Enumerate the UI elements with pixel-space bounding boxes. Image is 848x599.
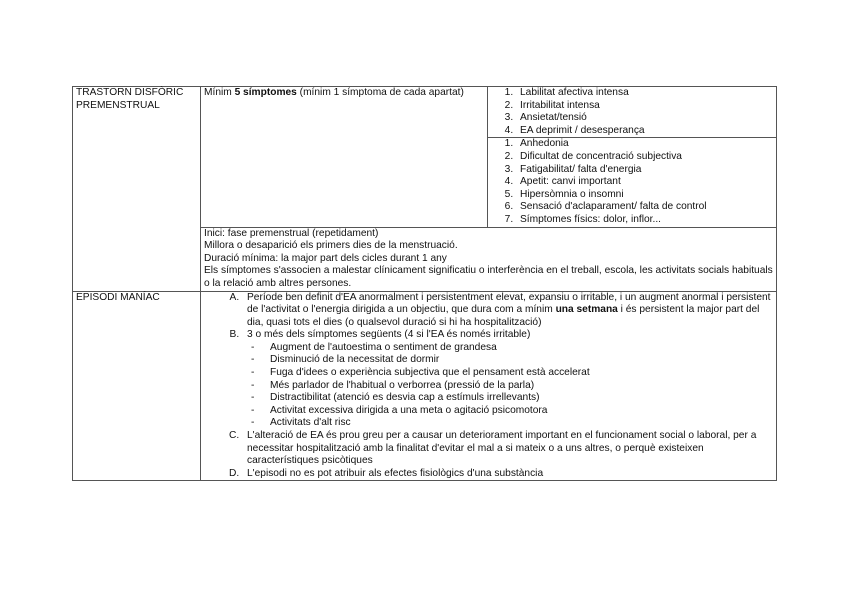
pmdd-group-2 bbox=[488, 138, 777, 227]
pmdd-criteria: Mínim 5 símptomes (mínim 1 símptoma de cada apartat) bbox=[201, 87, 488, 228]
pmdd-group-1-list bbox=[491, 87, 773, 137]
manic-criteria bbox=[201, 291, 777, 481]
note-line: Els símptomes s'associen a malestar clínicament significatiu o interferència en el treball, escola, les activitats socials habituals o la relació amb altres persones. bbox=[204, 265, 773, 289]
pmdd-group-2-list bbox=[491, 138, 773, 226]
table-row bbox=[73, 87, 777, 138]
list-item: - Fuga d'idees o experiència subjectiva que el pensament està accelerat bbox=[270, 367, 773, 380]
pmdd-label: TRASTORN DISFÒRIC PREMENSTRUAL bbox=[73, 87, 201, 292]
list-item: - Més parlador de l'habitual o verborrea (pressió de la parla) bbox=[270, 380, 773, 393]
table-row bbox=[73, 291, 777, 481]
list-item: - Augment de l'autoestima o sentiment de grandesa bbox=[270, 342, 773, 355]
list-item: 5. Hipersòmnia o insomni bbox=[516, 189, 773, 202]
list-item: - Activitat excessiva dirigida a una meta o agitació psicomotora bbox=[270, 405, 773, 418]
list-item: 4. EA deprimit / desesperança bbox=[516, 125, 773, 138]
manic-label: EPISODI MANÍAC bbox=[73, 291, 201, 481]
list-item: 2. Dificultat de concentració subjectiva bbox=[516, 151, 773, 164]
list-item: 1. Anhedonia bbox=[516, 138, 773, 151]
criterion-d: D. L'episodi no es pot atribuir als efectes fisiològics d'una substància bbox=[242, 468, 773, 481]
pmdd-group-1 bbox=[488, 87, 777, 138]
list-item: - Disminució de la necessitat de dormir bbox=[270, 354, 773, 367]
list-item: 1. Labilitat afectiva intensa bbox=[516, 87, 773, 100]
list-item: 3. Ansietat/tensió bbox=[516, 112, 773, 125]
list-item: 4. Apetit: canvi important bbox=[516, 176, 773, 189]
list-item: - Activitats d'alt risc bbox=[270, 417, 773, 430]
note-line: Millora o desaparició els primers dies de la menstruació. bbox=[204, 240, 458, 252]
list-item: 2. Irritabilitat intensa bbox=[516, 100, 773, 113]
list-item: 3. Fatigabilitat/ falta d'energia bbox=[516, 164, 773, 177]
manic-criteria-list bbox=[204, 292, 773, 481]
list-item: - Distractibilitat (atenció es desvia cap a estímuls irrellevants) bbox=[270, 392, 773, 405]
pmdd-notes bbox=[201, 227, 777, 291]
criterion-c: C. L'alteració de EA és prou greu per a causar un deteriorament important en el funcionament social o laboral, per a necessitar hospitalització amb la finalitat d'evitar el mal a si mateix o a uns altres, o perquè existeixen característiques psicòtiques bbox=[242, 430, 773, 468]
note-line: Duració mínima: la major part dels cicles durant 1 any bbox=[204, 252, 447, 264]
criteria-table bbox=[72, 86, 777, 481]
list-item: 7. Símptomes físics: dolor, inflor... bbox=[516, 214, 773, 227]
list-item: 6. Sensació d'aclaparament/ falta de control bbox=[516, 201, 773, 214]
criterion-b: B. 3 o més dels símptomes següents (4 si l'EA és només irritable) - Augment de l'autoestima o sentiment de grandesa - Disminució de la necessitat de dormir - Fuga d'idees o experiència subjectiva que el pensament està accelerat - Més parlador de l'habitual o verborrea (pressió de la parla) - Distractibilitat (atenció es desvia cap a estímuls irrellevants) - Activitat excessiva dirigida a una meta o agitació psicomotora - Activitats d'alt risc bbox=[242, 329, 773, 430]
criterion-b-list bbox=[247, 342, 773, 430]
note-line: Inici: fase premenstrual (repetidament) bbox=[204, 227, 379, 239]
criterion-a: A. Període ben definit d'EA anormalment i persistentment elevat, expansiu o irritable, i un augment anormal i persistent de l'activitat o l'energia dirigida a un objectiu, que dura com a mínim una setmana i és persistent la major part del dia, quasi tots el dies (o qualsevol duració si hi ha hospitalització) bbox=[242, 292, 773, 330]
